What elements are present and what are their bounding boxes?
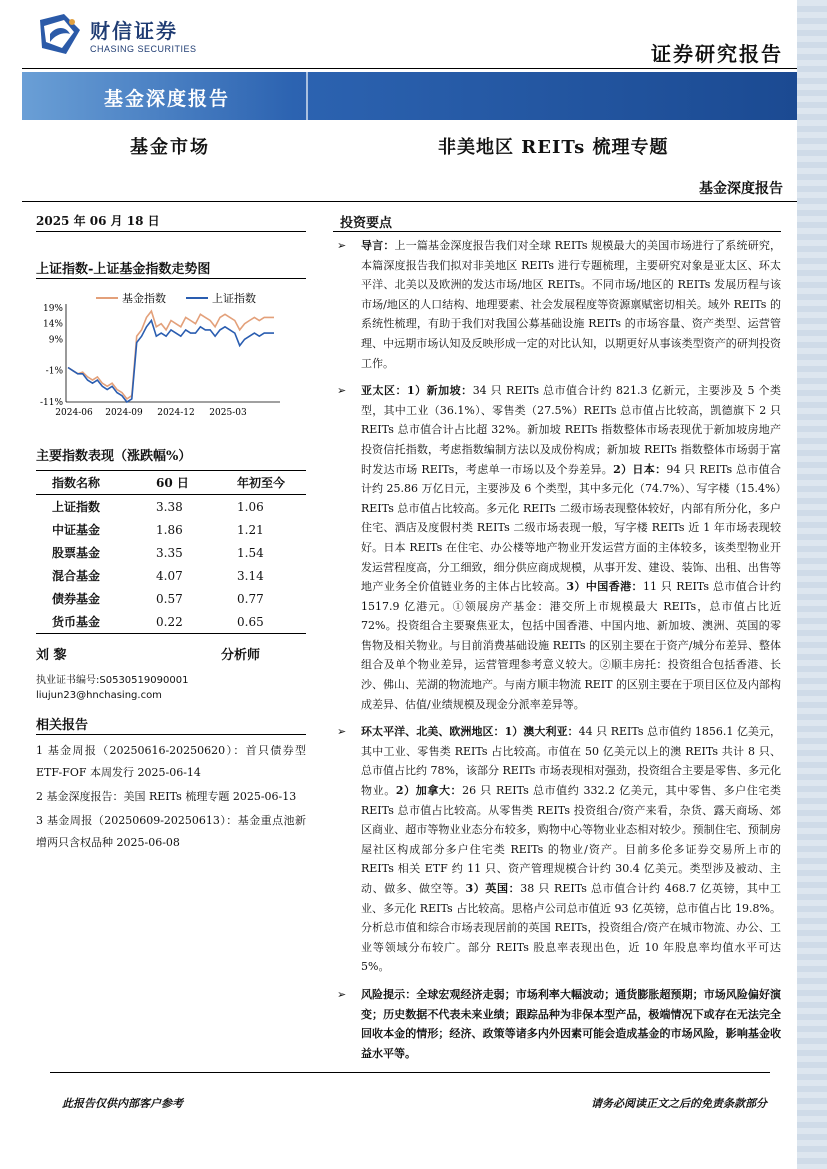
table-row [36,587,306,610]
market-label: 基金市场 [130,137,210,158]
index-ytd: 1.06 [237,499,264,514]
related-report-item[interactable]: 3 基金周报（20250609-20250613）：基金重点池新增两只含权品种 2025-06-08 [36,814,306,849]
table-header-row [36,471,306,495]
point-label: 导言： [361,239,395,252]
chart-heading: 上证指数-上证基金指数走势图 [36,262,211,277]
index-60d: 3.38 [156,499,183,514]
y-tick-label: 9% [48,335,63,346]
y-tick-label: -11% [39,398,63,408]
report-type: 证券研究报告 [651,42,783,66]
point-pacific-na-europe [333,722,781,977]
y-tick-label: 14% [42,319,63,330]
key-points-heading: 投资要点 [340,216,393,231]
series-line-sse-index [68,321,274,403]
point-text: 上一篇基金深度报告我们对全球 REITs 规模最大的美国市场进行了系统研究，本篇深度报告我们拟对非美地区 REITs 进行专题梳理，主要研究对象是亚太区、环太平洋、北美以及欧洲的发达市场/地区 REITs。不同市场/地区的 REITs 发展历程与该市场/地区的人口结构、地理要素、社会发展程度等资源禀赋密切相关。域外 REITs 的系统性梳理，有助于我们对我国公募基础设施 REITs 的市场容量、资产类型、运营管理、中远期市场认知及反映形成一定的对比认知，以期更好从事该类型资产的研判投资工作。 [361,239,781,370]
band-separator [306,72,308,120]
point-asia-pacific [333,381,781,714]
table-row [36,518,306,541]
table-row [36,610,306,634]
index-ytd: 1.21 [237,522,264,537]
related-divider [36,734,306,735]
table-row [36,541,306,564]
y-tick-label: -1% [45,366,63,377]
analyst-name: 刘 黎 [36,648,67,663]
related-heading: 相关报告 [36,718,89,733]
logo-english-name: CHASING SECURITIES [90,43,197,54]
arrow-bullet-icon: ➢ [337,987,347,1001]
analyst-license: 执业证书编号:S0530519090001 [36,675,189,686]
point-label: 风险提示： [361,987,417,1001]
index-ytd: 3.14 [237,568,264,583]
point-intro [333,236,781,373]
sub-report-type: 基金深度报告 [699,181,783,197]
index-60d: 4.07 [156,568,183,583]
legend-label: 上证指数 [212,292,256,305]
index-name: 债券基金 [52,592,101,606]
footer-left-note: 此报告仅供内部客户参考 [62,1097,183,1110]
arrow-bullet-icon: ➢ [337,725,347,739]
page-title: 非美地区 REITs 梳理专题 [438,137,669,158]
index-60d: 0.57 [156,591,183,606]
column-header-name: 指数名称 [36,471,136,495]
index-60d: 3.35 [156,545,183,560]
x-tick-label: 2024-06 [55,408,93,418]
index-ytd: 1.54 [237,545,264,560]
table-heading: 主要指数表现（涨跌幅%） [36,449,192,464]
chart-heading-divider [36,278,306,279]
point-risk [333,985,781,1063]
index-name: 混合基金 [52,569,101,583]
point-sublabel: 3）英国： [465,882,521,895]
decorative-right-stripe [797,0,827,1169]
report-date: 2025 年 06 月 18 日 [36,214,160,228]
date-divider [36,231,306,232]
key-points [333,232,781,1069]
chasing-logo-icon [36,12,84,56]
analyst-role: 分析师 [221,648,261,663]
series-line-fund-index [68,311,274,399]
point-sublabel: 3）中国香港： [566,580,643,594]
point-sublabel: 2）日本： [613,462,667,476]
x-tick-label: 2025-03 [209,408,247,418]
related-reports-list [36,740,306,856]
index-trend-chart [36,286,286,426]
header-divider [22,68,797,69]
index-name: 上证指数 [52,500,101,514]
point-label: 亚太区： [361,384,408,398]
footer-divider [50,1072,770,1073]
x-tick-label: 2024-12 [157,408,195,418]
point-sublabel: 1）澳大利亚： [504,725,579,739]
point-text: 11 只 REITs 总市值合计约 1517.9 亿港元。①领展房产基金：港交所上市规模最大 REITs，总市值占比近 72%。投资组合主要聚焦亚太，包括中国香港、中国内地、新加坡、澳洲、英国的零售物及相关物业。与目前消费基础设施 REITs 的区别主要在于资产/城分布差异、整体组合及单个物业差异，运营管理参考意义较大。②顺丰房托：投资组合包括香港、长沙、佛山、芜湖的物流地产。与南方顺丰物流 REIT 的区别主要在于项目区位及内部构成差异、估值/业绩规模及现金分派率差异等。 [361,580,782,711]
index-name: 中证基金 [52,523,101,537]
index-performance-table [36,470,306,634]
footer-disclaimer-note: 请务必阅读正文之后的免责条款部分 [591,1097,767,1110]
related-report-item[interactable]: 2 基金深度报告：美国 REITs 梳理专题 2025-06-13 [36,790,297,803]
index-name: 股票基金 [52,546,101,560]
table-row [36,495,306,519]
index-60d: 1.86 [156,522,183,537]
index-ytd: 0.65 [221,610,306,634]
point-sublabel: 2）加拿大： [395,784,463,798]
analyst-email[interactable]: liujun23@hnchasing.com [36,690,162,701]
related-report-item[interactable]: 1 基金周报（20250616-20250620）：首只债券型 ETF-FOF 本周发行 2025-06-14 [36,744,306,779]
column-header-60d: 60 日 [136,471,221,495]
category-band [22,72,797,120]
logo-chinese-name: 财信证券 [90,18,178,43]
legend-label: 基金指数 [122,292,166,305]
point-text: 38 只 REITs 总市值合计约 468.7 亿英镑，其中工业、多元化 REITs 占比较高。思格卢公司总市值近 93 亿英镑，总市值占比 19.8%。分析总市值和综合市场表现居前的英国 REITs，投资组合/资产在城市物流、办公、工业等领域分布较广。部分 REITs 股息率表现出色，近 10 年股息率均值水平可达 5%。 [361,882,782,974]
point-text: 94 只 REITs 总市值合计约 25.86 万亿日元，主要涉及 6 个类型，其中多元化（74.7%）、写字楼（15.4%）REITs 总市值占比较高。多元化 REITs 二级市场表现整体较好，内部有所分化，多户住宅、酒店及度假村类 REITs 二级市场表现一般，写字楼 REITs 近 1 年市场表现较好。日本 REITs 在住宅、办公楼等地产物业开发运营方面的主体较多，该类型物业开发运营程度高，分工细致，细分供应商成规模，从事开发、建设、装饰、出租、出售等地产业务全价值链业务的主体占比较高。 [361,462,781,594]
company-logo [36,12,197,56]
point-text: 26 只 REITs 总市值约 332.2 亿美元，其中零售、多户住宅类 REITs 总市值占比较高。从零售类 REITs 投资组合/资产来看，杂货、露天商场、郊区商业、超市等物业业态分布较多，购物中心等物业业态相对较少。预制住宅、预制房屋社区构成部分多户住宅类 REITs 的物业/资产。目前多伦多证券交易所上市的 REITs 相关 ETF 约 11 只、资产管理规模合计约 30.4 亿美元。类型涉及被动、主动、做多、做空等。 [361,784,782,895]
title-divider [22,201,797,202]
point-text: 34 只 REITs 总市值合计约 821.3 亿新元，主要涉及 5 个类型，其中工业（36.1%）、零售类（27.5%）REITs 总市值占比较高，凯德旗下 2 只 REITs 总市值合计占比超 32%。新加坡 REITs 指数整体市场表现优于新加坡房地产投资信托指数，考虑指数编制方法以及成份构成；新加坡 REITs 指数整体市场弱于富时发达市场 REITs，考虑单一市场以及个券差异。 [361,384,782,476]
index-ytd: 0.77 [237,591,264,606]
analyst-info [36,644,306,701]
column-header-ytd: 年初至今 [221,471,306,495]
table-row [36,564,306,587]
point-text: 44 只 REITs 总市值约 1856.1 亿美元，其中工业、零售类 REITs 占比较高。市值在 50 亿美元以上的澳 REITs 共计 8 只、总市值占比约 78%，该部分 REITs 市场表现相对强劲，投资组合主要是零售、多元化物业。 [361,725,782,798]
point-sublabel: 1）新加坡： [407,384,473,398]
arrow-bullet-icon: ➢ [337,239,347,252]
point-text: 全球宏观经济走弱；市场利率大幅波动；通货膨胀超预期；市场风险偏好演变；历史数据不代表未来业绩；跟踪品种为非保本型产品，极端情况下或存在无法完全回收本金的情形；经济、政策等诸多内外因素可能会造成基金的市场风险，影响基金收益水平等。 [361,987,782,1060]
x-tick-label: 2024-09 [105,408,143,418]
point-label: 环太平洋、北美、欧洲地区： [361,725,505,739]
category-band-label: 基金深度报告 [104,88,231,110]
arrow-bullet-icon: ➢ [337,384,347,398]
index-name: 货币基金 [36,610,136,634]
y-tick-label: 19% [42,304,63,314]
index-60d: 0.22 [136,610,221,634]
